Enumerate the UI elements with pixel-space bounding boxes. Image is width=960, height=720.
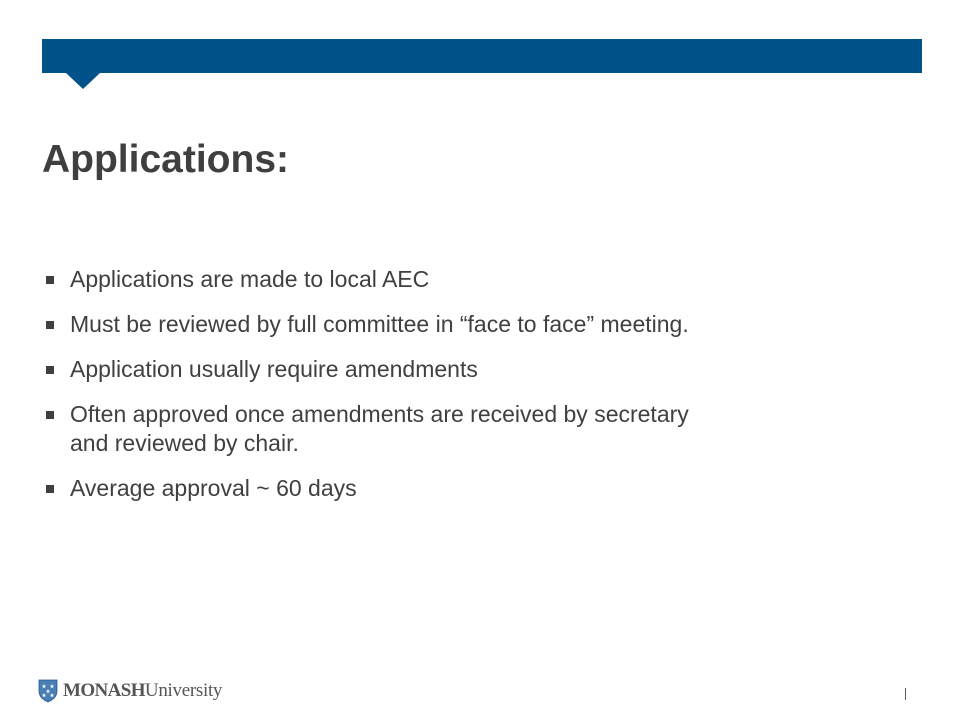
square-bullet-icon	[44, 400, 70, 429]
header-bar	[42, 39, 922, 73]
bullet-text: Application usually require amendments	[70, 356, 478, 382]
bullet-item	[44, 265, 824, 294]
bullet-text: Applications are made to local AEC	[70, 266, 430, 292]
square-bullet-icon	[44, 310, 70, 339]
logo-wordmark	[63, 679, 222, 703]
bullet-text: Must be reviewed by full committee in “face to face” meeting.	[70, 311, 689, 337]
header-bar-notch	[66, 73, 100, 89]
bullet-text: Often approved once amendments are received by secretary and reviewed by chair.	[70, 401, 689, 456]
monash-logo	[38, 678, 222, 704]
bullet-item	[44, 310, 824, 339]
slide-title: Applications:	[42, 138, 290, 181]
logo-sub-text: University	[144, 680, 223, 701]
square-bullet-icon	[44, 265, 70, 294]
bullet-item	[44, 474, 824, 503]
monash-crest-icon	[38, 679, 58, 703]
page-number-divider	[905, 688, 906, 700]
bullet-item	[44, 400, 824, 458]
square-bullet-icon	[44, 355, 70, 384]
bullet-list	[44, 265, 824, 519]
bullet-item	[44, 355, 824, 384]
logo-main-text: MONASH	[63, 680, 145, 701]
square-bullet-icon	[44, 474, 70, 503]
bullet-text: Average approval ~ 60 days	[70, 475, 357, 501]
